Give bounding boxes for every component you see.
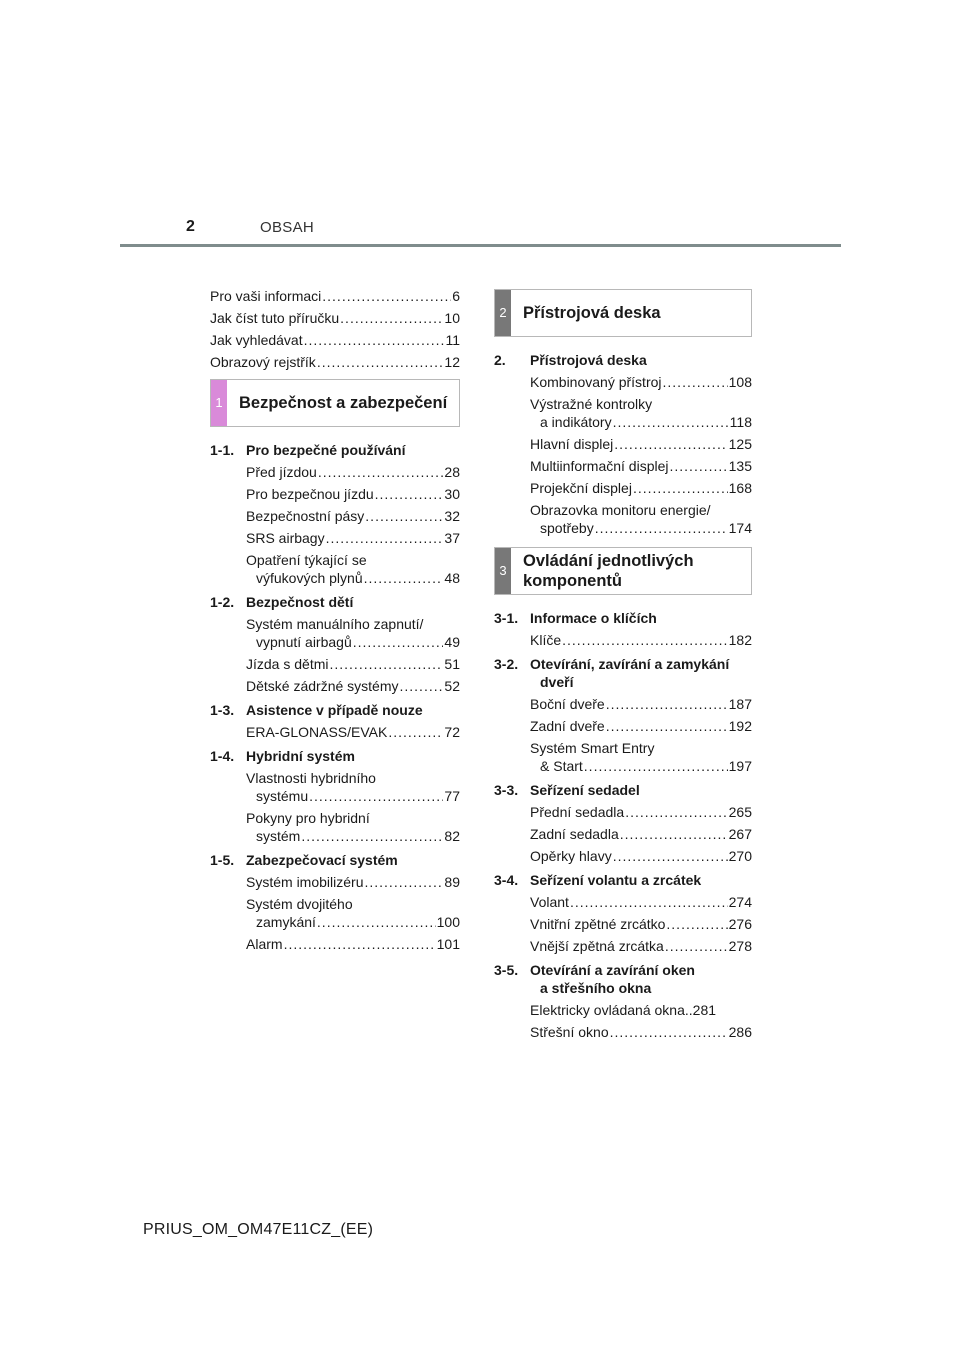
toc-chapter-heading[interactable] (210, 593, 460, 611)
toc-entry-link[interactable] (256, 913, 460, 931)
toc-leader-dots (625, 803, 727, 821)
section-tab: 2 (495, 290, 511, 336)
toc-entry-text: výfukových plynů (256, 570, 363, 586)
chapter-title (530, 871, 752, 889)
toc-entry-link[interactable] (530, 893, 752, 911)
toc-entry-link[interactable] (530, 1001, 752, 1019)
toc-right-column (494, 289, 752, 1045)
section-title-line: Přístrojová deska (523, 304, 661, 322)
toc-item (494, 1001, 752, 1019)
toc-entry-text: Hlavní displej (530, 436, 614, 452)
chapter-title (530, 655, 752, 691)
toc-page-number: 12 (444, 354, 460, 370)
toc-page-number: 267 (728, 826, 752, 842)
toc-entry-link[interactable] (246, 485, 460, 503)
toc-leader-dots (663, 373, 728, 391)
toc-item (494, 631, 752, 649)
toc-entry-link[interactable] (246, 529, 460, 547)
chapter-title (530, 781, 752, 799)
toc-item (494, 847, 752, 865)
toc-item (210, 895, 460, 931)
chapter-number: 3-3. (494, 782, 519, 798)
toc-chapter-group (494, 871, 752, 955)
toc-entry-link[interactable] (246, 935, 460, 953)
toc-entry-text: Systém Smart Entry (530, 740, 655, 756)
toc-item (494, 1023, 752, 1041)
toc-item (210, 463, 460, 481)
toc-item (210, 677, 460, 695)
toc-chapter-group (210, 441, 460, 587)
toc-entry-link[interactable] (256, 569, 460, 587)
toc-entry-link[interactable] (530, 847, 752, 865)
toc-entry-text: Jak číst tuto příručku (210, 310, 340, 326)
chapter-title (246, 441, 460, 459)
section-tab: 1 (211, 380, 227, 426)
toc-item (494, 893, 752, 911)
toc-entry-text: Alarm (246, 936, 283, 952)
toc-item (494, 457, 752, 475)
toc-leader-dots (610, 1023, 728, 1041)
chapter-title-line: Hybridní systém (246, 748, 355, 764)
chapter-number: 3-4. (494, 872, 519, 888)
section-1-header[interactable] (210, 379, 460, 427)
toc-leader-dots (620, 825, 728, 843)
toc-page-number: 281 (692, 1002, 717, 1018)
toc-entry-link[interactable] (540, 413, 752, 431)
toc-entry-text: Přední sedadla (530, 804, 625, 820)
toc-entry-text: Multiinformační displej (530, 458, 669, 474)
toc-chapter-group (494, 961, 752, 1041)
chapter-title-line: Pro bezpečné používání (246, 442, 406, 458)
chapter-title-line: dveří (540, 674, 574, 690)
chapter-title (530, 351, 752, 369)
toc-chapter-heading[interactable] (210, 701, 460, 719)
toc-leader-dots (606, 717, 728, 735)
toc-entry-link[interactable] (246, 463, 460, 481)
toc-entry-continuation (246, 633, 460, 651)
toc-page-number: 168 (728, 480, 752, 496)
toc-page-number: 135 (728, 458, 752, 474)
toc-page-number: 278 (728, 938, 752, 954)
toc-entry-text: Zadní sedadla (530, 826, 619, 842)
toc-entry-link[interactable] (530, 435, 752, 453)
toc-leader-dots (340, 309, 443, 327)
toc-entry-link[interactable] (530, 457, 752, 475)
page-number: 2 (186, 218, 195, 235)
toc-page-number: 32 (444, 508, 460, 524)
toc-leader-dots (329, 655, 443, 673)
toc-item (210, 723, 460, 741)
section-title-text (523, 303, 661, 323)
toc-item (494, 803, 752, 821)
chapter-title-line: a střešního okna (540, 980, 652, 996)
toc-item (494, 717, 752, 735)
toc-chapter-heading[interactable] (494, 871, 752, 889)
toc-chapter-heading[interactable] (494, 781, 752, 799)
toc-entry-link[interactable] (530, 825, 752, 843)
toc-leader-dots (595, 519, 728, 537)
toc-page-number: 187 (728, 696, 752, 712)
toc-chapter-group (494, 609, 752, 649)
chapter-title (246, 851, 460, 869)
toc-chapter-heading[interactable] (494, 961, 752, 997)
toc-item (210, 769, 460, 805)
chapter-title-line: Přístrojová deska (530, 352, 647, 368)
toc-entry-link[interactable] (530, 1023, 752, 1041)
toc-page-number: 118 (729, 414, 752, 430)
toc-chapter-heading[interactable] (210, 747, 460, 765)
toc-entry-link[interactable] (246, 507, 460, 525)
toc-entry-text: Výstražné kontrolky (530, 396, 653, 412)
toc-item (494, 915, 752, 933)
toc-page-number: 286 (728, 1024, 752, 1040)
toc-entry-text: Projekční displej (530, 480, 632, 496)
page-title: OBSAH (260, 219, 315, 236)
toc-page-number: 125 (728, 436, 752, 452)
toc-entry-text: Systém imobilizéru (246, 874, 364, 890)
toc-entry-text: Vnitřní zpětné zrcátko (530, 916, 666, 932)
toc-item (210, 551, 460, 587)
section-title (511, 548, 751, 594)
toc-entry-text: Dětské zádržné systémy (246, 678, 399, 694)
toc-leader-dots (613, 847, 728, 865)
chapter-number: 1-5. (210, 852, 235, 868)
toc-page-number: 48 (444, 570, 460, 586)
toc-page-number: 51 (444, 656, 460, 672)
toc-page-number: 270 (728, 848, 752, 864)
toc-entry-continuation (530, 519, 752, 537)
toc-page-number: 11 (445, 332, 460, 348)
toc-page-number: 89 (444, 874, 460, 890)
toc-page-number: 52 (444, 678, 460, 694)
toc-entry-text: Boční dveře (530, 696, 605, 712)
toc-entry-link[interactable] (246, 655, 460, 673)
toc-chapter-heading[interactable] (210, 851, 460, 869)
toc-entry-text: Elektricky ovládaná okna (530, 1002, 685, 1018)
chapter-number: 3-2. (494, 656, 519, 672)
toc-entry-continuation (530, 757, 752, 775)
toc-leader-dots (375, 485, 444, 503)
toc-leader-dots (388, 723, 443, 741)
toc-entry-text: Vlastnosti hybridního (246, 770, 376, 786)
toc-leader-dots (364, 873, 443, 891)
toc-item (494, 395, 752, 431)
toc-page-number: 101 (436, 936, 460, 952)
toc-entry-text: ERA-GLONASS/EVAK (246, 724, 388, 740)
toc-chapter-group (494, 655, 752, 775)
chapter-number: 1-2. (210, 594, 235, 610)
toc-chapter-group (210, 747, 460, 845)
toc-page-number: 192 (728, 718, 752, 734)
toc-page-number: 276 (728, 916, 752, 932)
toc-chapter-group (494, 781, 752, 865)
toc-leader-dots (318, 463, 444, 481)
toc-entry-link[interactable] (530, 937, 752, 955)
toc-leader-dots (613, 413, 729, 431)
toc-leader-dots (301, 827, 443, 845)
section-title-line: Ovládání jednotlivých (523, 552, 694, 570)
chapter-title (246, 747, 460, 765)
toc-entry-text: a indikátory (540, 414, 612, 430)
toc-entry-link[interactable] (530, 631, 752, 649)
toc-page-number: 197 (728, 758, 752, 774)
toc-entry-text: Pokyny pro hybridní (246, 810, 370, 826)
toc-entry-text: Volant (530, 894, 569, 910)
toc-left-column (210, 287, 460, 957)
toc-leader-dots (633, 479, 728, 497)
toc-chapter-heading[interactable] (494, 351, 752, 369)
toc-page-number: 274 (728, 894, 752, 910)
toc-item (494, 501, 752, 537)
toc-item (494, 435, 752, 453)
toc-entry-link[interactable] (530, 803, 752, 821)
toc-entry-link[interactable] (256, 633, 460, 651)
toc-leader-dots (326, 529, 444, 547)
toc-leader-dots (353, 633, 444, 651)
toc-page-number: 30 (444, 486, 460, 502)
toc-entry-text: Pro vaši informaci (210, 288, 322, 304)
toc-chapter-heading[interactable] (494, 609, 752, 627)
chapter-title-line: Seřízení volantu a zrcátek (530, 872, 702, 888)
toc-entry-text: Klíče (530, 632, 562, 648)
toc-item (210, 873, 460, 891)
toc-item (210, 615, 460, 651)
toc-page-number: 28 (444, 464, 460, 480)
toc-entry-link[interactable] (540, 519, 752, 537)
toc-entry-link[interactable] (246, 873, 460, 891)
toc-leader-dots (562, 631, 728, 649)
toc-item (494, 739, 752, 775)
toc-page-number: 37 (444, 530, 460, 546)
toc-page-number: 72 (444, 724, 460, 740)
toc-chapter-group (210, 851, 460, 953)
section-title (227, 380, 459, 426)
toc-chapter-group (494, 351, 752, 537)
toc-entry-text: Obrazovka monitoru energie/ (530, 502, 711, 518)
toc-leader-dots (400, 677, 444, 695)
toc-entry-link[interactable] (246, 677, 460, 695)
chapter-title (530, 961, 752, 997)
toc-entry-continuation (246, 787, 460, 805)
toc-intro-link[interactable] (210, 287, 460, 305)
toc-page-number: 77 (444, 788, 460, 804)
toc-separator: .. (684, 1002, 693, 1018)
toc-entry-text: Jak vyhledávat (210, 332, 303, 348)
toc-entry-text: spotřeby (540, 520, 594, 536)
toc-entry-continuation (246, 569, 460, 587)
toc-entry-text: Bezpečnostní pásy (246, 508, 365, 524)
toc-chapter-group (210, 593, 460, 695)
toc-entry-link[interactable] (530, 915, 752, 933)
toc-page-number: 265 (728, 804, 752, 820)
toc-page-number: 100 (436, 914, 460, 930)
toc-leader-dots (365, 507, 443, 525)
toc-item (494, 479, 752, 497)
toc-entry-text: Střešní okno (530, 1024, 609, 1040)
toc-chapter-heading[interactable] (210, 441, 460, 459)
toc-entry-text: vypnutí airbagů (256, 634, 352, 650)
toc-intro-link[interactable] (210, 309, 460, 327)
toc-entry-link[interactable] (256, 827, 460, 845)
toc-chapter-group (210, 701, 460, 741)
toc-item (494, 373, 752, 391)
chapter-number: 2. (494, 352, 506, 368)
toc-entry-text: Vnější zpětná zrcátka (530, 938, 664, 954)
toc-leader-dots (666, 915, 727, 933)
toc-leader-dots (606, 695, 728, 713)
toc-entry-continuation (530, 413, 752, 431)
toc-leader-dots (670, 457, 728, 475)
chapter-title-line: Asistence v případě nouze (246, 702, 423, 718)
toc-leader-dots (284, 935, 436, 953)
toc-entry-text: Zadní dveře (530, 718, 605, 734)
section-title-text (523, 551, 694, 591)
document-code: PRIUS_OM_OM47E11CZ_(EE) (143, 1221, 374, 1238)
toc-page-number: 108 (728, 374, 752, 390)
toc-page-number: 182 (728, 632, 752, 648)
section-title-line: komponentů (523, 572, 622, 590)
toc-entry-link[interactable] (540, 757, 752, 775)
toc-entry-text: Obrazový rejstřík (210, 354, 316, 370)
toc-item (210, 485, 460, 503)
toc-entry-text: Pro bezpečnou jízdu (246, 486, 374, 502)
toc-entry-text: & Start (540, 758, 583, 774)
toc-intro-link[interactable] (210, 353, 460, 371)
toc-entry-link[interactable] (530, 717, 752, 735)
section-3-header[interactable] (494, 547, 752, 595)
toc-entry-link[interactable] (256, 787, 460, 805)
toc-leader-dots (317, 913, 436, 931)
toc-entry-link[interactable] (530, 479, 752, 497)
toc-chapter-heading[interactable] (494, 655, 752, 691)
toc-entry-text: SRS airbagy (246, 530, 325, 546)
toc-page-number: 174 (728, 520, 752, 536)
toc-item (494, 825, 752, 843)
toc-entry-text: systém (256, 828, 301, 844)
toc-entry-text: Systém dvojitého (246, 896, 353, 912)
toc-item (210, 655, 460, 673)
toc-intro-link[interactable] (210, 331, 460, 349)
toc-leader-dots (665, 937, 728, 955)
toc-leader-dots (304, 331, 445, 349)
toc-entry-continuation (246, 913, 460, 931)
toc-item (210, 507, 460, 525)
toc-entry-link[interactable] (246, 723, 460, 741)
section-title-text (239, 393, 447, 413)
toc-entry-text: Před jízdou (246, 464, 317, 480)
toc-page-number: 49 (444, 634, 460, 650)
chapter-title-line: Zabezpečovací systém (246, 852, 398, 868)
toc-leader-dots (309, 787, 443, 805)
chapter-number: 3-5. (494, 962, 519, 978)
toc-entry-text: Jízda s dětmi (246, 656, 329, 672)
section-2-header[interactable] (494, 289, 752, 337)
toc-item (210, 809, 460, 845)
chapter-title-line: Seřízení sedadel (530, 782, 640, 798)
toc-item (494, 695, 752, 713)
toc-leader-dots (364, 569, 444, 587)
toc-leader-dots (317, 353, 444, 371)
toc-page-number: 10 (444, 310, 460, 326)
chapter-title-line: Bezpečnost dětí (246, 594, 354, 610)
chapter-number: 1-4. (210, 748, 235, 764)
toc-leader-dots (570, 893, 728, 911)
toc-entry-text: Systém manuálního zapnutí/ (246, 616, 424, 632)
toc-page-number: 6 (452, 288, 460, 304)
header-divider (120, 244, 841, 247)
chapter-title-line: Informace o klíčích (530, 610, 657, 626)
toc-entry-link[interactable] (530, 695, 752, 713)
toc-leader-dots (322, 287, 451, 305)
toc-entry-continuation (246, 827, 460, 845)
toc-page-number: 82 (444, 828, 460, 844)
chapter-number: 3-1. (494, 610, 519, 626)
toc-entry-text: Opatření týkající se (246, 552, 367, 568)
toc-entry-text: zamykání (256, 914, 316, 930)
toc-item (494, 937, 752, 955)
chapter-title-line: Otevírání, zavírání a zamykání (530, 656, 730, 672)
toc-item (210, 935, 460, 953)
section-title (511, 290, 751, 336)
chapter-number: 1-1. (210, 442, 235, 458)
chapter-title-line: Otevírání a zavírání oken (530, 962, 695, 978)
toc-item (210, 529, 460, 547)
toc-entry-text: Kombinovaný přístroj (530, 374, 662, 390)
chapter-number: 1-3. (210, 702, 235, 718)
toc-entry-text: systému (256, 788, 309, 804)
chapter-title (246, 593, 460, 611)
toc-leader-dots (614, 435, 727, 453)
section-tab: 3 (495, 548, 511, 594)
chapter-title (530, 609, 752, 627)
section-title-line: Bezpečnost a zabezpečení (239, 394, 448, 412)
toc-entry-link[interactable] (530, 373, 752, 391)
toc-entry-text: Opěrky hlavy (530, 848, 612, 864)
toc-leader-dots (584, 757, 728, 775)
chapter-title (246, 701, 460, 719)
